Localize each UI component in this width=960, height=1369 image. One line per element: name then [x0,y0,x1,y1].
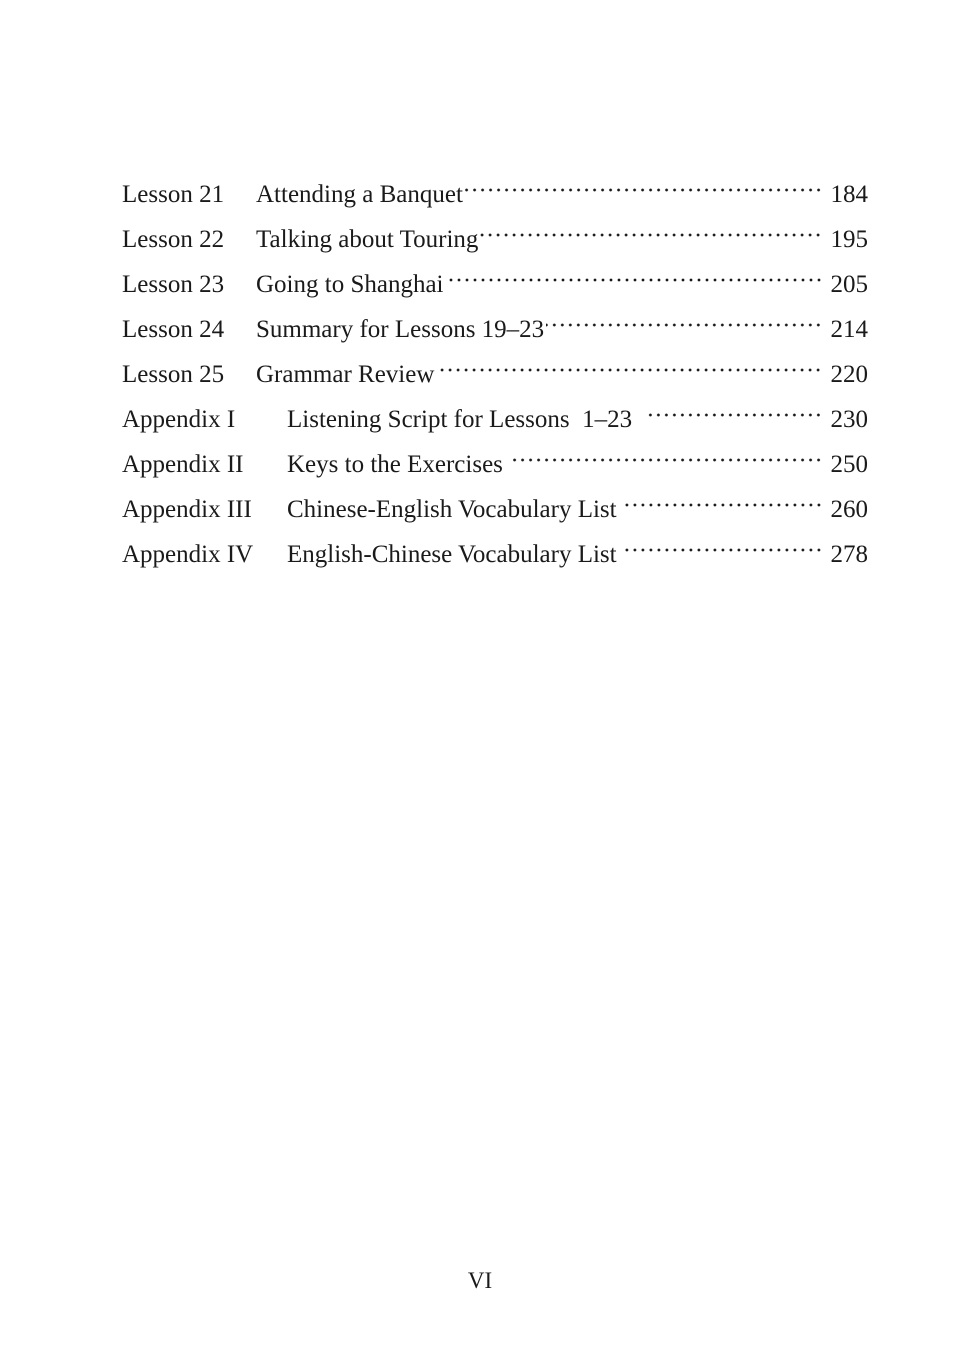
dot-leader [546,315,822,335]
table-of-contents [122,172,868,577]
dot-leader [511,450,823,470]
toc-entry-page: 278 [830,541,868,568]
toc-entry-lesson-23[interactable] [122,262,868,307]
dot-leader [436,360,822,380]
toc-entry-label: Lesson 21 [122,181,225,208]
toc-entry-appendix-1[interactable] [122,397,868,442]
toc-entry-lesson-21[interactable] [122,172,868,217]
toc-entry-title: Grammar Review [256,361,435,388]
toc-entry-page: 230 [830,406,868,433]
toc-entry-title: Listening Script for Lessons 1–23 [287,406,633,433]
toc-entry-page: 205 [830,271,868,298]
toc-entry-lesson-25[interactable] [122,352,868,397]
toc-entry-page: 184 [830,181,868,208]
toc-entry-title: English-Chinese Vocabulary List [287,541,617,568]
toc-entry-page: 260 [830,496,868,523]
toc-entry-label: Lesson 23 [122,271,225,298]
dot-leader [644,405,822,425]
toc-entry-page: 195 [830,226,868,253]
toc-entry-appendix-2[interactable] [122,442,868,487]
toc-entry-title: Talking about Touring [256,226,479,253]
dot-leader [480,225,822,245]
dot-leader [465,180,823,200]
toc-entry-title: Attending a Banquet [256,181,463,208]
toc-entry-page: 214 [830,316,868,343]
toc-entry-page: 250 [830,451,868,478]
toc-entry-title: Chinese-English Vocabulary List [287,496,617,523]
dot-leader [446,270,823,290]
toc-entry-page: 220 [830,361,868,388]
toc-entry-label: Appendix IV [122,541,254,568]
toc-entry-lesson-24[interactable] [122,307,868,352]
toc-entry-label: Appendix I [122,406,236,433]
dot-leader [625,540,823,560]
page-number: VI [467,1268,493,1293]
toc-entry-label: Lesson 25 [122,361,225,388]
toc-entry-appendix-4[interactable] [122,532,868,577]
toc-entry-label: Appendix III [122,496,252,523]
toc-entry-lesson-22[interactable] [122,217,868,262]
toc-entry-title: Keys to the Exercises [287,451,503,478]
toc-entry-title: Summary for Lessons 19–23 [256,316,545,343]
toc-entry-appendix-3[interactable] [122,487,868,532]
toc-entry-label: Lesson 22 [122,226,225,253]
toc-entry-title: Going to Shanghai [256,271,444,298]
toc-entry-label: Lesson 24 [122,316,225,343]
toc-entry-label: Appendix II [122,451,244,478]
dot-leader [623,495,823,515]
